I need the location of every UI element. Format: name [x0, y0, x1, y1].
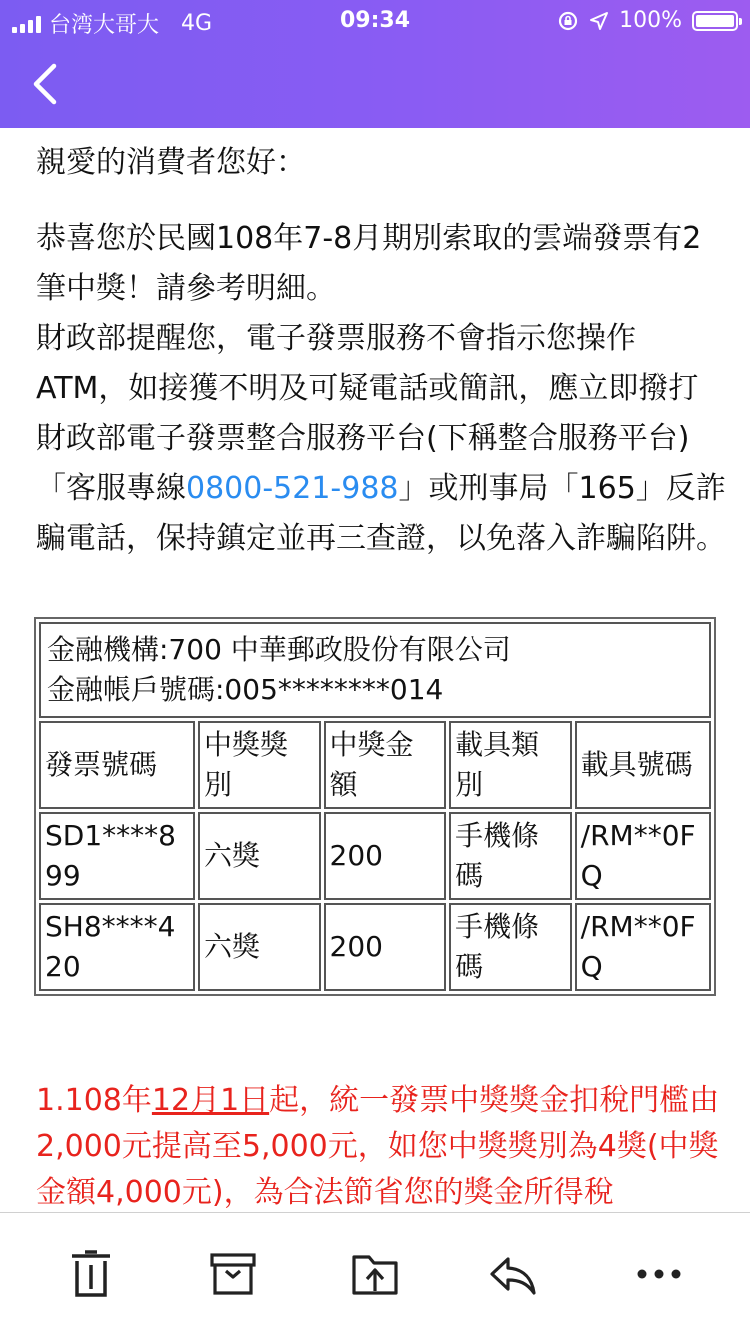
network-type: 4G	[181, 11, 213, 36]
table-row	[39, 903, 711, 991]
bottom-toolbar	[0, 1212, 750, 1334]
greeting-text: 親愛的消費者您好：	[36, 145, 306, 180]
location-icon	[589, 11, 609, 31]
battery-icon	[692, 11, 738, 31]
invoice-number-cell: SH8****420	[39, 903, 195, 991]
carrier-number-cell: /RM**0FQ	[575, 812, 711, 900]
carrier-name: 台湾大哥大	[49, 13, 160, 38]
battery-fill	[696, 15, 734, 27]
delete-button[interactable]	[66, 1249, 116, 1299]
header-carrier-number: 載具號碼	[575, 721, 711, 809]
header-carrier-type: 載具類別	[449, 721, 572, 809]
table-row	[39, 812, 711, 900]
status-time: 09:34	[339, 8, 411, 33]
financial-institution: 金融機構:700 中華郵政股份有限公司	[47, 633, 511, 666]
prize-details-table	[34, 617, 716, 996]
app-header	[0, 0, 750, 128]
prize-type-cell: 六獎	[198, 812, 321, 900]
carrier-number-cell: /RM**0FQ	[575, 903, 711, 991]
status-bar	[0, 0, 750, 40]
trash-icon	[66, 1249, 116, 1299]
archive-icon	[208, 1249, 258, 1299]
chevron-left-icon	[24, 60, 68, 108]
back-button[interactable]	[24, 60, 68, 108]
winning-announcement: 恭喜您於民國108年7-8月期別索取的雲端發票有2筆中獎！請參考明細。	[36, 221, 702, 306]
message-body	[36, 138, 726, 564]
header-prize-type: 中獎獎別	[198, 721, 321, 809]
move-to-folder-icon	[350, 1249, 400, 1299]
prize-type-cell: 六獎	[198, 903, 321, 991]
prize-amount-cell: 200	[324, 812, 447, 900]
bank-info-row	[39, 622, 711, 718]
status-right	[557, 8, 738, 33]
bank-account-number: 金融帳戶號碼:005********014	[47, 673, 444, 706]
archive-button[interactable]	[208, 1249, 258, 1299]
bank-info-cell	[39, 622, 711, 718]
move-button[interactable]	[350, 1249, 400, 1299]
prize-amount-cell: 200	[324, 903, 447, 991]
reply-icon	[488, 1249, 538, 1299]
customer-service-phone-link[interactable]: 0800-521-988	[186, 471, 399, 506]
rotation-lock-icon	[557, 10, 579, 32]
header-prize-amount: 中獎金額	[324, 721, 447, 809]
more-icon	[634, 1249, 684, 1299]
carrier-type-cell: 手機條碼	[449, 812, 572, 900]
header-invoice-number: 發票號碼	[39, 721, 195, 809]
battery-percent: 100%	[619, 8, 682, 33]
table-header-row	[39, 721, 711, 809]
reply-button[interactable]	[488, 1249, 538, 1299]
fraud-warning-text-continued: 」或刑事局「165」反詐騙電話，保持鎮定並再三查證，以免落入詐騙陷阱。	[36, 471, 726, 556]
invoice-number-cell: SD1****899	[39, 812, 195, 900]
tax-notice	[36, 1078, 726, 1213]
tax-notice-text: 起，統一發票中獎獎金扣稅門檻由2,000元提高至5,000元，如您中獎獎別為4獎(中獎金額4,000元)，為合法節省您的獎金所得稅	[36, 1083, 720, 1210]
fraud-warning-text: 財政部提醒您，電子發票服務不會指示您操作ATM，如接獲不明及可疑電話或簡訊，應立即撥打財政部電子發票整合服務平台(下稱整合服務平台)「客服專線	[36, 321, 699, 506]
tax-notice-date-link[interactable]: 12月1日	[151, 1083, 270, 1118]
fraud-warning	[36, 314, 726, 564]
carrier-type-cell: 手機條碼	[449, 903, 572, 991]
tax-notice-prefix: 1.108年	[36, 1083, 152, 1118]
more-button[interactable]	[634, 1249, 684, 1299]
